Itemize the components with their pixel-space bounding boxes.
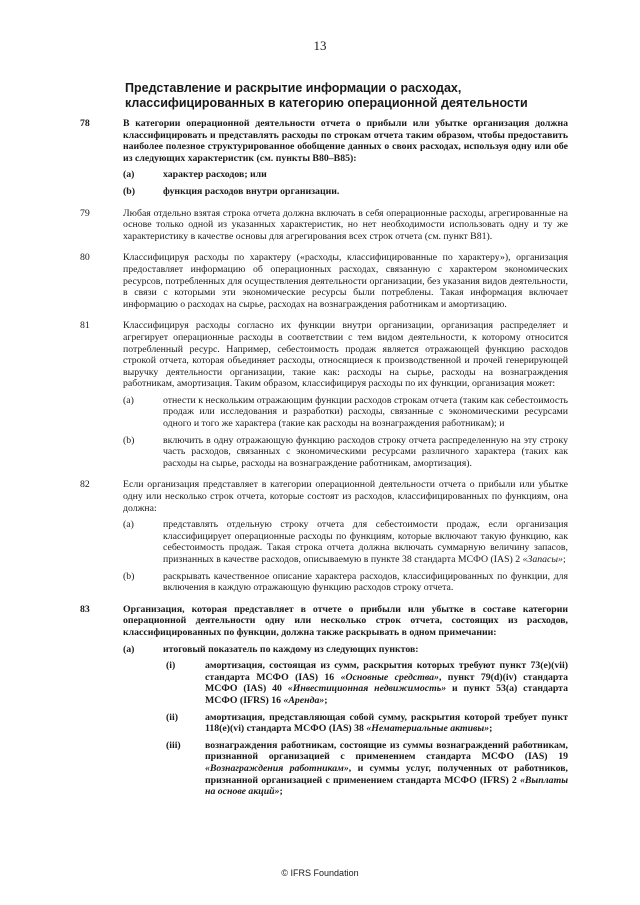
paragraph [0, 252, 640, 310]
italic-title: «Аренда» [283, 694, 325, 706]
text-run: ; [489, 723, 493, 735]
text-run: и пункт 53(a) стандарта МСФО (IFRS) 16 [205, 683, 569, 706]
paragraph-number: 83 [80, 603, 90, 615]
list-item [0, 435, 640, 470]
text-run: вознаграждения работникам, состоящие из суммы вознаграждений работникам, признанной организацией с применением стандарта МСФО (IAS) 19 [205, 739, 568, 763]
list-item-label: (b) [123, 570, 135, 582]
italic-title: «Нематериальные активы» [366, 723, 490, 735]
list-item-text [163, 519, 568, 565]
list-item-label: (a) [123, 519, 134, 531]
paragraph-number: 79 [80, 207, 90, 219]
paragraph-text: Классифицируя расходы по характеру («расходы, классифицированные по характеру»), организация предоставляет информацию об операционных расходах, связанную с характером экономических ресурсов, потребленных для осуществления деятельности организации, без указания видов деятельности, в связи с которыми эти экономические ресурсы были потреблены. Такая информация включает информацию о расходах на сырье, расходах на вознаграждения работникам и амортизацию. [123, 252, 568, 310]
sub-list-item-label: (ii) [166, 711, 178, 723]
page-footer: © IFRS Foundation [281, 868, 359, 878]
text-run: ; [279, 786, 283, 798]
document-body [0, 118, 640, 808]
list-item [0, 644, 640, 798]
paragraph-text: Любая отдельно взятая строка отчета должна включать в себя операционные расходы, агрегированные на основе только одной из указанных характеристик, но нет необходимости использовать одну и ту же характеристику в качестве основы для агрегирования всех строк отчета (см. пункт B81). [123, 207, 568, 242]
page-number: 13 [313, 38, 327, 53]
text-run: , и суммы услуг, полученных от работников, признанной организацией с применением стандарта МСФО (IFRS) 2 [205, 762, 569, 786]
list-item-label: (a) [123, 394, 134, 406]
paragraph [0, 479, 640, 593]
list-item-text: функция расходов внутри организации. [163, 185, 340, 197]
italic-title: «Выплаты на основе акций» [205, 774, 568, 798]
sub-list-item [0, 660, 640, 706]
section-title: Представление и раскрытие информации о расходах, классифицированных в категорию операционной деятельности [125, 81, 528, 110]
list-item-label: (b) [123, 434, 135, 446]
text-run: амортизация, состоящая из сумм, раскрытия которых требуют пункт 73(e)(vii) стандарта МСФО (IAS) 16 [205, 660, 568, 683]
text-run: амортизация, представляющая собой сумму, раскрытия которой требует пункт 118(e)(vi) стандарта МСФО (IAS) 38 [205, 711, 568, 735]
list-item [0, 571, 640, 594]
list-item [0, 186, 640, 198]
text-run: , пункт 79(d)(iv) стандарта МСФО (IAS) 40 [205, 671, 569, 695]
paragraph-text: Классифицируя расходы согласно их функции внутри организации, организация распределяет и агрегирует операционные расходы в соответствии с тем видом деятельности, к которому относится потребленный ресурс. Например, себестоимость продаж является отражающей функцию расходов строкой отчета, которая объединяет расходы, относящиеся к производственной и прочей генерирующей выручку деятельности организации, такие как: расходы на сырье, расходы на вознаграждения работникам, амортизация. Таким образом, классифицируя расходы по их функции, организация может: [123, 320, 568, 390]
paragraph [0, 208, 640, 243]
list-item-label: (b) [123, 185, 135, 197]
list-item-text: характер расходов; или [163, 169, 267, 181]
sub-list-item [0, 712, 640, 735]
sub-list-item [0, 740, 640, 798]
sub-list-item-text [205, 660, 568, 706]
list-item-text: раскрывать качественное описание характера расходов, классифицированных по функции, для включения в каждую отражающую функцию расходов строку отчета. [163, 570, 568, 594]
italic-title: «Инвестиционная недвижимость» [287, 683, 447, 695]
paragraph-number: 81 [80, 320, 90, 332]
paragraph-number: 82 [80, 479, 90, 491]
list-item-text: включить в одну отражающую функцию расходов строку отчета распределенную на эту строку часть расходов, связанных с экономическими ресурсами различного характера (таких как расходы на сырье, расходы на вознаграждение работникам, амортизация). [163, 434, 568, 469]
italic-title: «Основные средства» [340, 671, 439, 683]
paragraph [0, 118, 640, 198]
paragraph-number: 80 [80, 252, 90, 264]
list-item [0, 519, 640, 565]
text-run: представлять отдельную строку отчета для себестоимости продаж, если организация классифицирует операционные расходы по функциям, которые включают такую функцию, как себестоимость продаж. Такая строка отчета должна включать суммарную величину запасов, признанных в качестве расходов, описываемую в пункте 38 стандарта МСФО (IAS) 2 [163, 519, 568, 565]
list-item [0, 395, 640, 430]
list-item-text: итоговый показатель по каждому из следующих пунктов: [163, 643, 419, 655]
paragraph [0, 604, 640, 798]
sub-list-item-text [205, 712, 568, 735]
sub-list-item-label: (iii) [166, 739, 181, 751]
paragraph-text: В категории операционной деятельности отчета о прибыли или убытке организация должна классифицировать и представлять расходы по строкам отчета таким образом, чтобы предоставить наиболее полезное структурированное обобщение данных о своих расходах, используя одну или обе из следующих характеристик (см. пункты B80–B85): [123, 118, 568, 164]
sub-list-item-label: (i) [166, 660, 176, 672]
paragraph-number: 78 [80, 118, 90, 129]
paragraph [0, 320, 640, 469]
paragraph-text: Если организация представляет в категории операционной деятельности отчета о прибыли или убытке одну или несколько строк отчета, которые состоят из расходов, классифицированных по функциям, она должна: [123, 479, 568, 514]
text-run: ; [562, 554, 566, 565]
list-item-label: (a) [123, 643, 135, 655]
list-item [0, 169, 640, 181]
list-item-text: отнести к нескольким отражающим функции расходов строкам отчета (таким как себестоимость продаж или исследования и разработки) расходы, связанные с экономическими ресурсами одного и того же характера (такие как расходы на вознаграждения работникам); и [163, 394, 568, 430]
italic-title: «Запасы» [522, 554, 563, 565]
italic-title: «Вознаграждения работникам» [205, 762, 349, 774]
sub-list-item-text [205, 740, 568, 798]
text-run: ; [324, 694, 328, 706]
list-item-label: (a) [123, 169, 135, 181]
paragraph-text: Организация, которая представляет в отчете о прибыли или убытке в составе категории операционной деятельности одну или несколько строк отчета, состоящих из расходов, классифицированных по функции, должна также раскрывать в одном примечании: [123, 603, 568, 638]
